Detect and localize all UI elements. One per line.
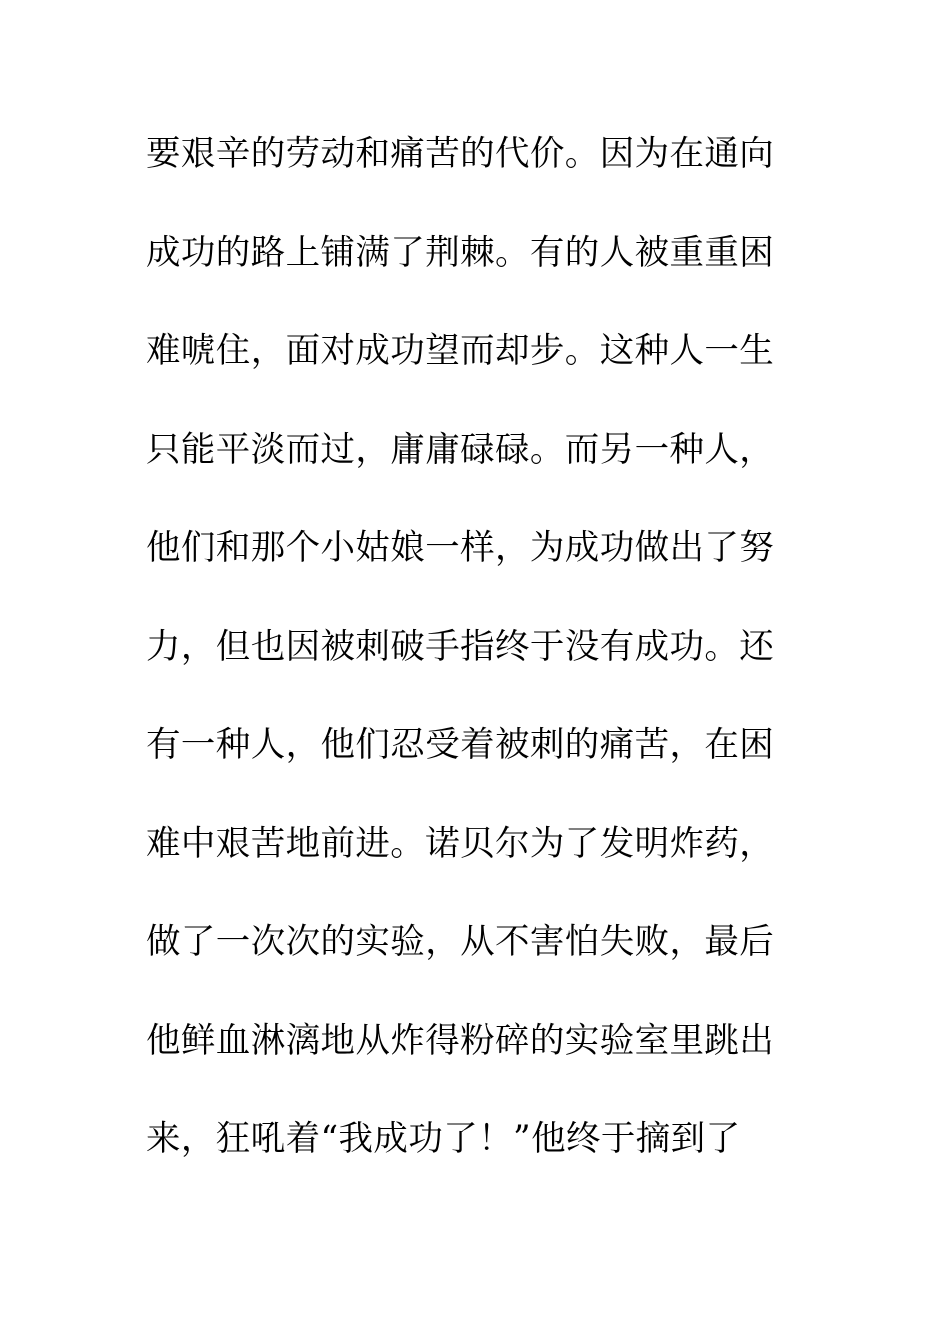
- body-text: [146, 127, 816, 1211]
- text-line: 他鲜血淋漓地从炸得粉碎的实验室里跳出: [146, 1020, 775, 1061]
- text-line: 做了一次次的实验，从不害怕失败，最后: [146, 922, 775, 962]
- text-line: 力，但也因被刺破手指终于没有成功。还: [146, 626, 775, 667]
- text-line: 成功的路上铺满了荆棘。有的人被重重困: [146, 232, 775, 273]
- text-line: 有一种人，他们忍受着被刺的痛苦，在困: [146, 725, 775, 765]
- text-line: 要艰辛的劳动和痛苦的代价。因为在通向: [146, 134, 775, 174]
- text-line: 难唬住，面对成功望而却步。这种人一生: [146, 331, 775, 371]
- text-line: 只能平淡而过，庸庸碌碌。而另一种人，: [146, 429, 775, 470]
- text-line: 他们和那个小姑娘一样，为成功做出了努: [146, 528, 775, 568]
- text-line: 来，狂吼着“我成功了！”他终于摘到了: [146, 1119, 741, 1159]
- text-line: 难中艰苦地前进。诺贝尔为了发明炸药，: [146, 823, 775, 864]
